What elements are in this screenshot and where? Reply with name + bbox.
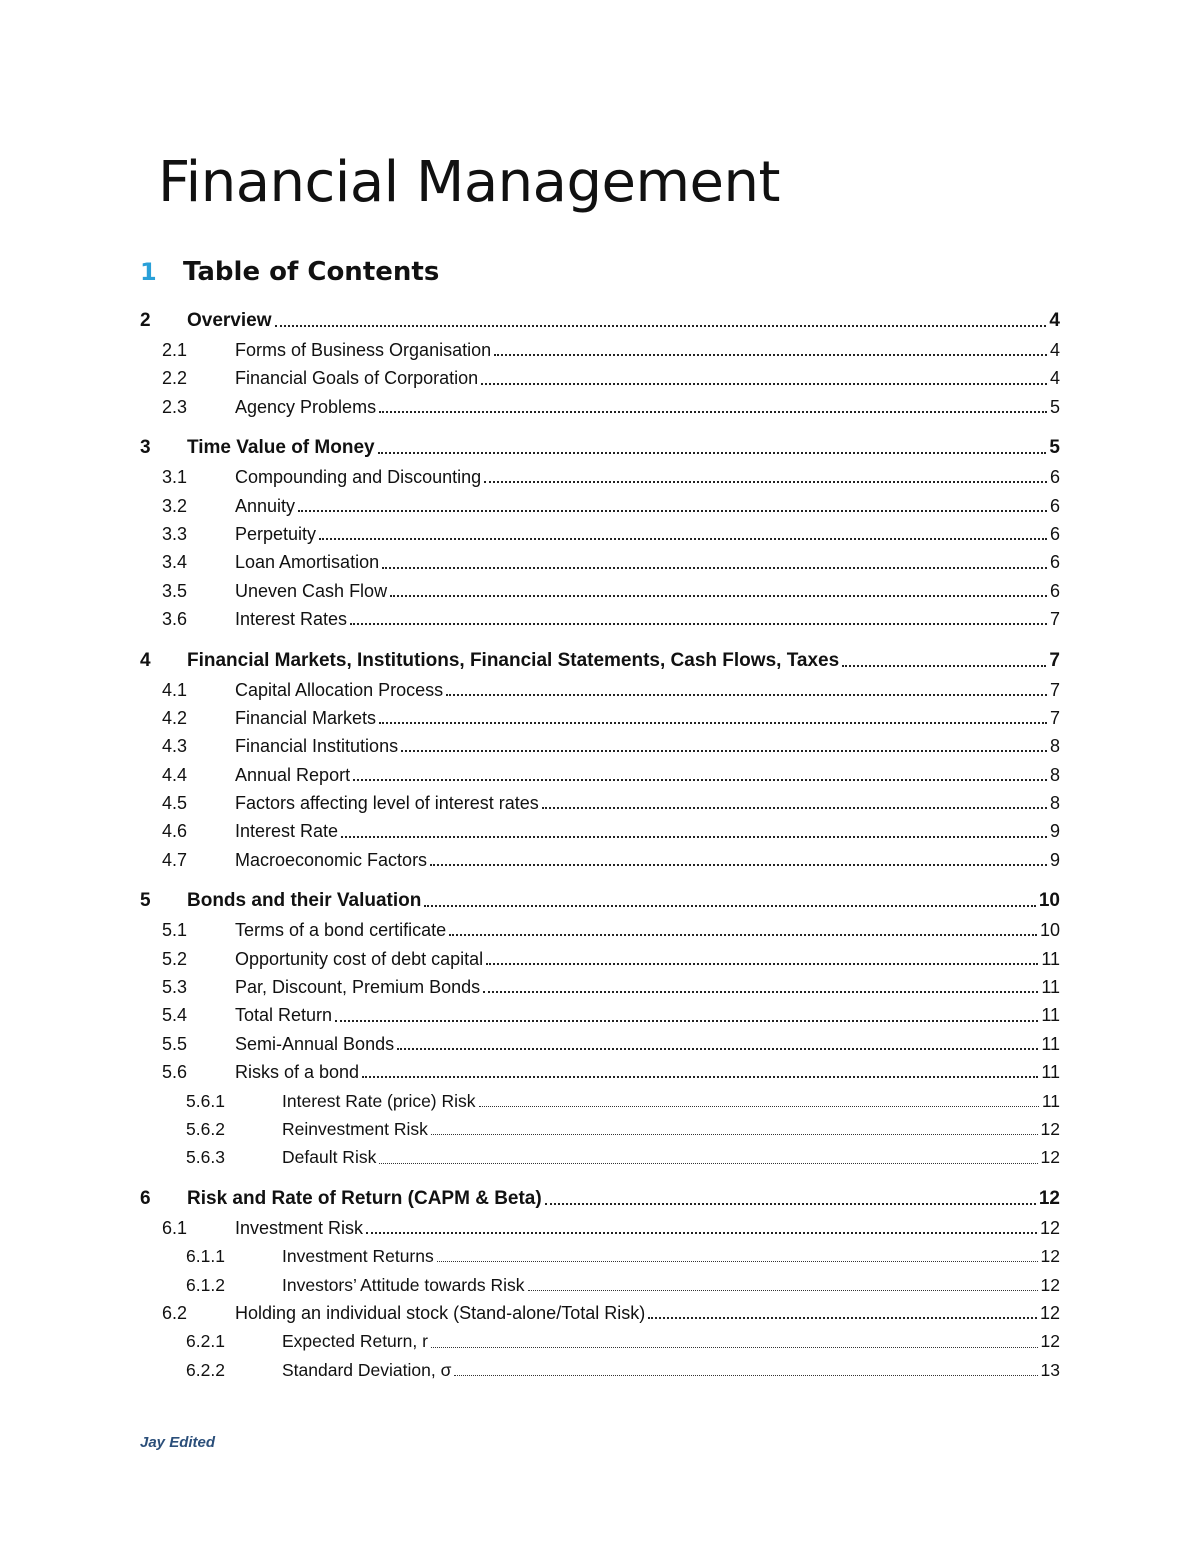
toc-entry-label[interactable]: Uneven Cash Flow <box>235 580 388 601</box>
toc-entry-page[interactable]: 4 <box>1049 368 1060 389</box>
toc-entry-page[interactable]: 13 <box>1040 1359 1060 1380</box>
toc-entry[interactable] <box>140 1030 1060 1058</box>
toc-entry-number: 5.6.2 <box>186 1118 225 1139</box>
toc-entry[interactable] <box>140 605 1060 633</box>
toc-entry-label[interactable]: Risks of a bond <box>235 1062 360 1083</box>
toc-entry-number: 4.3 <box>162 736 188 757</box>
toc-entry[interactable] <box>140 1143 1060 1171</box>
dot-leader <box>545 1189 1036 1209</box>
toc-entry-page[interactable]: 5 <box>1049 437 1060 459</box>
toc-entry-number: 3.3 <box>162 523 188 544</box>
toc-entry-label[interactable]: Investors’ Attitude towards Risk <box>282 1274 525 1295</box>
dot-leader <box>528 1275 1038 1295</box>
toc-entry-page[interactable]: 9 <box>1049 849 1060 870</box>
toc-entry-number: 5.3 <box>162 977 188 998</box>
toc-entry-page[interactable]: 6 <box>1049 580 1060 601</box>
toc-entry-page[interactable]: 12 <box>1038 1187 1060 1209</box>
dot-leader <box>353 765 1047 785</box>
toc-entry-label[interactable]: Macroeconomic Factors <box>235 849 428 870</box>
toc-entry-label[interactable]: Financial Markets <box>235 707 377 728</box>
toc-entry[interactable] <box>140 1214 1060 1242</box>
dot-leader <box>542 793 1047 813</box>
document-title: Financial Management <box>158 150 780 215</box>
toc-entry-label[interactable]: Loan Amortisation <box>235 552 380 573</box>
toc-entry[interactable] <box>140 973 1060 1001</box>
toc-entry-label[interactable]: Overview <box>187 310 272 331</box>
toc-entry-label[interactable]: Financial Markets, Institutions, Financial Statements, Cash Flows, Taxes <box>187 649 840 671</box>
toc-entry-number: 6.2.1 <box>186 1331 225 1352</box>
dot-leader <box>341 822 1047 842</box>
toc-entry[interactable] <box>140 1327 1060 1355</box>
toc-entry-number: 6 <box>140 1187 151 1209</box>
toc-entry[interactable] <box>140 1001 1060 1029</box>
toc-entry[interactable] <box>140 393 1060 421</box>
toc-entry-page[interactable]: 12 <box>1039 1217 1060 1238</box>
toc-entry-page[interactable]: 6 <box>1049 523 1060 544</box>
toc-entry-label[interactable]: Expected Return, r <box>282 1331 428 1352</box>
toc-entry[interactable] <box>140 732 1060 760</box>
toc-entry-label[interactable]: Financial Goals of Corporation <box>235 368 479 389</box>
toc-entry-number: 6.2.2 <box>186 1359 225 1380</box>
toc-entry-page[interactable]: 12 <box>1039 1302 1060 1323</box>
dot-leader <box>379 397 1047 417</box>
toc-entry-page[interactable]: 11 <box>1041 1033 1060 1054</box>
dot-leader <box>486 949 1038 969</box>
toc-entry-label[interactable]: Opportunity cost of debt capital <box>235 948 484 969</box>
dot-leader <box>401 736 1047 756</box>
toc-entry-page[interactable]: 11 <box>1041 1005 1060 1026</box>
toc-entry[interactable] <box>140 1184 1060 1214</box>
toc-entry-number: 3.5 <box>162 580 188 601</box>
toc-heading-number: 1 <box>140 258 157 286</box>
toc-entry-label[interactable]: Factors affecting level of interest rates <box>235 793 539 814</box>
toc-entry-number: 6.2 <box>162 1302 188 1323</box>
toc-entry-page[interactable]: 12 <box>1040 1274 1060 1295</box>
table-of-contents <box>140 306 1060 1384</box>
toc-entry-page[interactable]: 12 <box>1040 1147 1060 1168</box>
toc-entry-label[interactable]: Forms of Business Organisation <box>235 340 492 360</box>
toc-entry-page[interactable]: 11 <box>1041 977 1060 998</box>
toc-entry-label[interactable]: Holding an individual stock (Stand-alone/Total Risk) <box>235 1302 646 1323</box>
toc-entry-number: 3.6 <box>162 609 188 630</box>
toc-entry-number: 5.6.3 <box>186 1147 225 1168</box>
dot-leader <box>449 920 1037 940</box>
toc-entry-page[interactable]: 6 <box>1049 467 1060 488</box>
dot-leader <box>481 369 1047 389</box>
toc-entry[interactable] <box>140 492 1060 520</box>
toc-entry[interactable] <box>140 1058 1060 1086</box>
toc-entry[interactable] <box>140 433 1060 463</box>
toc-entry-number: 4.1 <box>162 679 188 700</box>
toc-entry-number: 3 <box>140 437 151 459</box>
toc-entry-label[interactable]: Terms of a bond certificate <box>235 920 447 941</box>
toc-entry-page[interactable]: 12 <box>1040 1246 1060 1267</box>
toc-entry-page[interactable]: 8 <box>1049 736 1060 757</box>
toc-entry-page[interactable]: 6 <box>1049 552 1060 573</box>
toc-entry-label[interactable]: Standard Deviation, σ <box>282 1359 452 1380</box>
footer-text: Jay Edited <box>140 1434 216 1451</box>
dot-leader <box>298 496 1047 516</box>
dot-leader <box>397 1034 1038 1054</box>
toc-entry-page[interactable]: 5 <box>1049 396 1060 417</box>
dot-leader <box>437 1246 1038 1266</box>
toc-entry-number: 6.1 <box>162 1217 188 1238</box>
dot-leader <box>484 467 1047 487</box>
toc-entry-number: 6.1.1 <box>186 1246 225 1267</box>
toc-entry-number: 4.6 <box>162 821 188 842</box>
dot-leader <box>479 1091 1039 1111</box>
toc-entry[interactable] <box>140 817 1060 845</box>
dot-leader <box>378 438 1047 458</box>
toc-heading <box>140 252 439 292</box>
dot-leader <box>424 891 1036 911</box>
toc-entry[interactable] <box>140 646 1060 676</box>
toc-entry-number: 6.1.2 <box>186 1274 225 1295</box>
toc-entry[interactable] <box>140 916 1060 944</box>
toc-entry-number: 2.3 <box>162 396 188 417</box>
toc-entry-label[interactable]: Compounding and Discounting <box>235 467 482 488</box>
toc-entry-page[interactable]: 7 <box>1049 679 1060 700</box>
toc-entry-number: 5.2 <box>162 948 188 969</box>
toc-entry-page[interactable]: 8 <box>1049 764 1060 785</box>
toc-entry[interactable] <box>140 704 1060 732</box>
toc-entry[interactable] <box>140 1271 1060 1299</box>
dot-leader <box>379 708 1047 728</box>
dot-leader <box>275 311 1047 331</box>
toc-entry-number: 3.1 <box>162 467 188 488</box>
toc-entry-label[interactable]: Total Return <box>235 1005 333 1026</box>
dot-leader <box>494 340 1047 360</box>
toc-entry[interactable] <box>140 577 1060 605</box>
toc-entry-page[interactable]: 4 <box>1049 340 1060 360</box>
toc-entry-label[interactable]: Time Value of Money <box>187 437 375 459</box>
toc-entry[interactable] <box>140 886 1060 916</box>
dot-leader <box>350 609 1047 629</box>
toc-entry[interactable] <box>140 1299 1060 1327</box>
toc-entry-label[interactable]: Default Risk <box>282 1147 377 1168</box>
toc-entry-label[interactable]: Perpetuity <box>235 523 317 544</box>
dot-leader <box>335 1006 1038 1026</box>
toc-entry-page[interactable]: 9 <box>1049 821 1060 842</box>
toc-heading-text: Table of Contents <box>183 257 440 287</box>
toc-entry-page[interactable]: 11 <box>1041 948 1060 969</box>
toc-entry[interactable] <box>140 945 1060 973</box>
toc-entry-number: 4.5 <box>162 793 188 814</box>
toc-entry-label[interactable]: Investment Risk <box>235 1217 364 1238</box>
dot-leader <box>446 680 1047 700</box>
toc-entry-page[interactable]: 10 <box>1039 920 1060 941</box>
toc-entry-label[interactable]: Investment Returns <box>282 1246 434 1267</box>
toc-entry-number: 5.6.1 <box>186 1090 225 1111</box>
toc-entry-number: 5.5 <box>162 1033 188 1054</box>
toc-entry-page[interactable]: 10 <box>1038 890 1060 912</box>
toc-entry-number: 4.4 <box>162 764 188 785</box>
dot-leader <box>842 651 1046 671</box>
toc-entry-number: 5.1 <box>162 920 188 941</box>
toc-entry-page[interactable]: 11 <box>1041 1090 1060 1111</box>
toc-entry[interactable] <box>140 761 1060 789</box>
toc-entry[interactable] <box>140 1115 1060 1143</box>
toc-entry-number: 3.4 <box>162 552 188 573</box>
toc-entry-number: 5.6 <box>162 1062 188 1083</box>
toc-entry-label[interactable]: Par, Discount, Premium Bonds <box>235 977 481 998</box>
toc-entry-label[interactable]: Semi-Annual Bonds <box>235 1033 395 1054</box>
toc-entry[interactable] <box>140 336 1060 364</box>
toc-entry[interactable] <box>140 520 1060 548</box>
toc-entry-number: 4 <box>140 649 151 671</box>
toc-entry-label[interactable]: Agency Problems <box>235 396 377 417</box>
toc-entry[interactable] <box>140 1356 1060 1384</box>
toc-entry-number: 5.4 <box>162 1005 188 1026</box>
toc-entry-number: 2.2 <box>162 368 188 389</box>
toc-entry-label[interactable]: Interest Rate <box>235 821 339 842</box>
toc-entry-label[interactable]: Financial Institutions <box>235 736 399 757</box>
toc-entry-page[interactable]: 12 <box>1040 1118 1060 1139</box>
toc-entry[interactable] <box>140 846 1060 874</box>
toc-entry[interactable] <box>140 364 1060 392</box>
toc-entry-number: 2 <box>140 310 151 331</box>
toc-entry-page[interactable]: 7 <box>1049 649 1060 671</box>
toc-entry[interactable] <box>140 676 1060 704</box>
toc-entry-label[interactable]: Risk and Rate of Return (CAPM & Beta) <box>187 1187 542 1209</box>
toc-entry-number: 2.1 <box>162 340 188 360</box>
dot-leader <box>430 850 1047 870</box>
toc-entry[interactable] <box>140 463 1060 491</box>
dot-leader <box>379 1148 1037 1168</box>
toc-entry[interactable] <box>140 789 1060 817</box>
toc-entry[interactable] <box>140 1087 1060 1115</box>
toc-entry[interactable] <box>140 1242 1060 1270</box>
toc-entry-label[interactable]: Reinvestment Risk <box>282 1118 428 1139</box>
toc-entry-page[interactable]: 6 <box>1049 495 1060 516</box>
dot-leader <box>362 1062 1038 1082</box>
toc-entry-label[interactable]: Interest Rates <box>235 609 348 630</box>
toc-entry-number: 3.2 <box>162 495 188 516</box>
toc-entry-label[interactable]: Bonds and their Valuation <box>187 890 422 912</box>
toc-entry-page[interactable]: 12 <box>1040 1331 1060 1352</box>
dot-leader <box>648 1303 1037 1323</box>
toc-entry-page[interactable]: 8 <box>1049 793 1060 814</box>
dot-leader <box>390 581 1047 601</box>
toc-entry-page[interactable]: 4 <box>1049 310 1060 331</box>
toc-entry-label[interactable]: Annuity <box>235 495 296 516</box>
toc-entry-label[interactable]: Annual Report <box>235 764 351 785</box>
dot-leader <box>454 1360 1037 1380</box>
dot-leader <box>431 1332 1038 1352</box>
toc-entry-page[interactable]: 7 <box>1049 609 1060 630</box>
toc-entry-page[interactable]: 7 <box>1049 707 1060 728</box>
dot-leader <box>382 553 1047 573</box>
dot-leader <box>366 1218 1037 1238</box>
toc-entry-number: 5 <box>140 890 151 912</box>
toc-entry[interactable] <box>140 306 1060 336</box>
toc-entry-label[interactable]: Capital Allocation Process <box>235 679 444 700</box>
dot-leader <box>431 1119 1038 1139</box>
toc-entry-page[interactable]: 11 <box>1041 1062 1060 1083</box>
dot-leader <box>483 977 1038 997</box>
dot-leader <box>319 524 1047 544</box>
toc-entry-label[interactable]: Interest Rate (price) Risk <box>282 1090 476 1111</box>
toc-entry-number: 4.7 <box>162 849 188 870</box>
toc-entry-number: 4.2 <box>162 707 188 728</box>
toc-entry[interactable] <box>140 548 1060 576</box>
